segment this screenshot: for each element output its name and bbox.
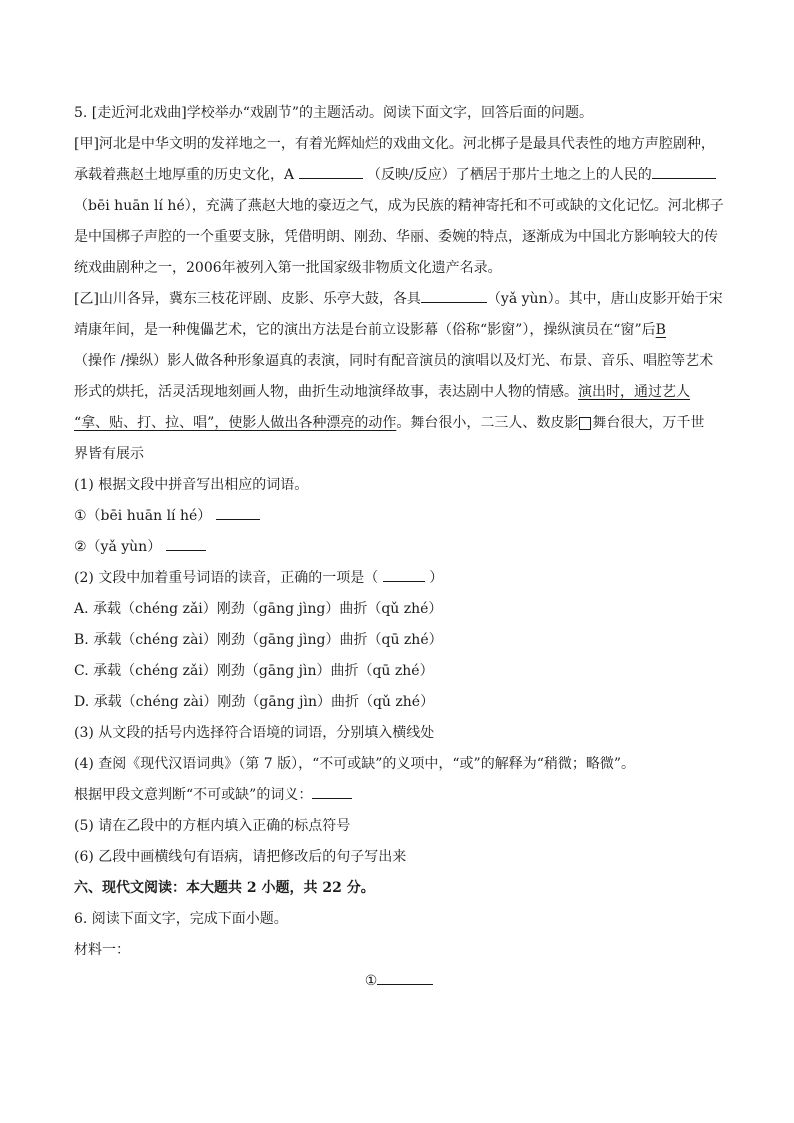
text: 是中国梆子声腔的一个重要支脉，凭借明朗、刚劲、华丽、委婉的特点，逐渐成为中国北方影响较大的传 (74, 229, 718, 245)
text: ①（bēi huān lí hé） (74, 508, 212, 524)
exam-page (74, 100, 724, 999)
question-5-title: 5. [走近河北戏曲]学校举办“戏剧节”的主题活动。阅读下面文字，回答后面的问题。 (74, 105, 594, 121)
passage-yi-line-4 (74, 379, 724, 410)
sub-question-1: (1) 根据文段中拼音写出相应的词语。 (74, 477, 309, 493)
passage-jia-line-1 (74, 131, 724, 162)
text: 承载着燕赵土地厚重的历史文化，A (74, 167, 295, 183)
answer-blank (383, 565, 425, 582)
sub-question-2 (74, 565, 724, 596)
text: [乙]山川各异，冀东三枝花评剧、皮影、乐亭大鼓，各具 (74, 291, 421, 307)
circle-number: ① (364, 973, 378, 989)
text: ②（yǎ yùn） (74, 539, 162, 555)
sub-question-5: (5) 请在乙段中的方框内填入正确的标点符号 (74, 818, 351, 834)
text: 形式的烘托，活灵活现地刻画人物，曲折生动地演绎故事，表达剧中人物的情感。 (74, 384, 578, 400)
option-d: D. 承载（chéng zài）刚劲（gāng jìn）曲折（qǔ zhé） (74, 694, 435, 710)
option-b: B. 承载（chéng zài）刚劲（gāng jìng）曲折（qū zhé） (74, 632, 443, 648)
blank-b-label: B (655, 322, 666, 338)
passage-yi-line-6: 界皆有展示 (74, 446, 144, 462)
text: 。舞台很小，二三人、数皮影 (396, 415, 579, 431)
section-6-heading: 六、现代文阅读：本大题共 2 小题，共 22 分。 (74, 880, 375, 896)
text: 根据甲段文意判断“不可或缺”的词义： (74, 787, 313, 803)
answer-blank (312, 782, 352, 799)
option-a: A. 承载（chéng zǎi）刚劲（gāng jìng）曲折（qǔ zhé） (74, 601, 443, 617)
question-6-title: 6. 阅读下面文字，完成下面小题。 (74, 911, 288, 927)
sub-question-1a (74, 503, 724, 534)
passage-jia-line-5: 统戏曲剧种之一，2006年被列入第一批国家级非物质文化遗产名录。 (74, 260, 502, 276)
sub-question-6: (6) 乙段中画横线句有语病，请把修改后的句子写出来 (74, 849, 407, 865)
blank-a (299, 162, 363, 179)
text: [甲]河北是中华文明的发祥地之一，有着光辉灿烂的戏曲文化。河北梆子是最具代表性的地方声腔剧种， (74, 136, 715, 152)
passage-yi-line-3 (74, 348, 724, 379)
passage-jia-line-3 (74, 193, 724, 224)
blank-1 (652, 162, 716, 179)
text: （bēi huān lí hé），充满了燕赵大地的豪迈之气，成为民族的精神寄托和不可或缺的文化记忆。河北梆子 (74, 198, 724, 214)
option-c: C. 承载（chéng zǎi）刚劲（gāng jìn）曲折（qū zhé） (74, 663, 434, 679)
text: 靖康年间，是一种傀儡艺术，它的演出方法是台前立设影幕（俗称“影窗”），操纵演员在“窗”后 (74, 322, 656, 338)
blank-2 (421, 286, 487, 303)
underlined-sentence-end: “拿、贴、打、拉、唱”，使影人做出各种漂亮的动作 (74, 415, 397, 431)
punctuation-box (579, 417, 591, 430)
material-1-label: 材料一： (74, 942, 130, 958)
text: (2) 文段中加着重号词语的读音，正确的一项是（ (74, 570, 379, 586)
passage-yi-line-5 (74, 410, 724, 441)
answer-blank (216, 503, 260, 520)
text: （操作 /操纵）影人做各种形象逼真的表演，同时有配音演员的演唱以及灯光、布景、音乐、唱腔等艺术 (74, 353, 714, 369)
answer-blank (166, 534, 206, 551)
passage-jia-line-2 (74, 162, 724, 193)
material-1-title-blank (74, 968, 724, 999)
passage-yi-line-1 (74, 286, 724, 317)
sub-question-1b (74, 534, 724, 565)
passage-yi-line-2 (74, 317, 724, 348)
sub-question-4: (4) 查阅《现代汉语词典》（第 7 版），“不可或缺”的义项中，“或”的解释为“稍微；略微”。 (74, 756, 636, 772)
answer-blank (377, 968, 433, 985)
text: 舞台很大，万千世 (592, 415, 705, 431)
text: （yǎ yùn）。其中，唐山皮影开始于宋 (486, 291, 723, 307)
passage-jia-line-4 (74, 224, 724, 255)
sub-question-4b (74, 782, 724, 813)
text: （反映/反应）了栖居于那片土地之上的人民的 (367, 167, 652, 183)
underlined-sentence-start: 演出时，通过艺人 (578, 384, 690, 400)
text: ） (429, 570, 444, 586)
sub-question-3: (3) 从文段的括号内选择符合语境的词语，分别填入横线处 (74, 725, 435, 741)
